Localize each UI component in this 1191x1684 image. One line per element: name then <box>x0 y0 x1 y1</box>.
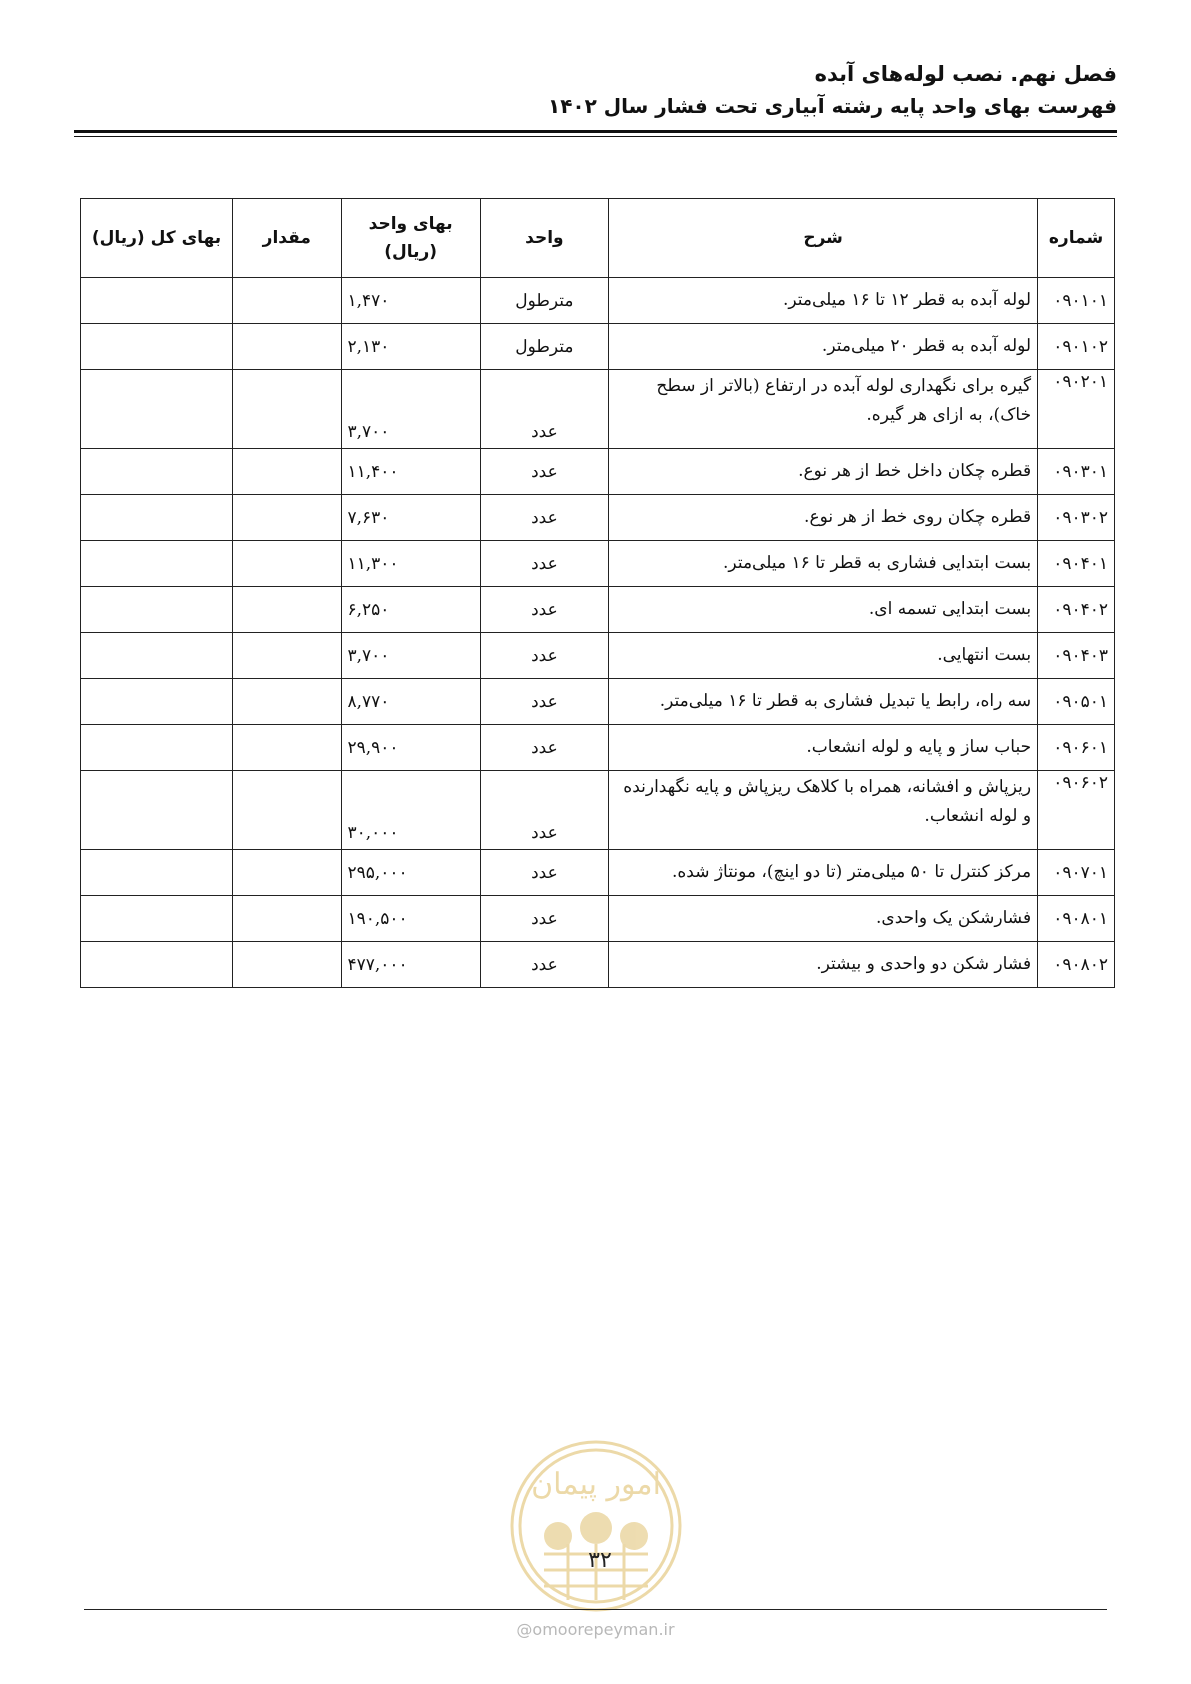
cell-unit: عدد <box>480 495 608 541</box>
cell-unit-price: ۱۱,۴۰۰ <box>341 449 480 495</box>
unit-price-header-line2: (ریال) <box>384 242 438 262</box>
table-row <box>81 771 1115 850</box>
cell-unit-price: ۲۹۵,۰۰۰ <box>341 850 480 896</box>
cell-quantity <box>233 942 341 988</box>
cell-code: ۰۹۰۲۰۱ <box>1038 370 1115 449</box>
table-header-row <box>81 199 1115 278</box>
cell-unit: عدد <box>480 896 608 942</box>
cell-unit: عدد <box>480 725 608 771</box>
cell-code: ۰۹۰۶۰۱ <box>1038 725 1115 771</box>
cell-quantity <box>233 587 341 633</box>
cell-quantity <box>233 771 341 850</box>
cell-description: بست انتهایی. <box>609 633 1038 679</box>
column-header-description: شرح <box>609 199 1038 278</box>
cell-total <box>81 942 233 988</box>
footer-website: @omoorepeyman.ir <box>516 1620 675 1639</box>
cell-total <box>81 679 233 725</box>
cell-total <box>81 896 233 942</box>
cell-quantity <box>233 850 341 896</box>
cell-code: ۰۹۰۴۰۱ <box>1038 541 1115 587</box>
cell-description: حباب ساز و پایه و لوله انشعاب. <box>609 725 1038 771</box>
cell-total <box>81 370 233 449</box>
cell-description: لوله آبده به قطر ۱۲ تا ۱۶ میلی‌متر. <box>609 278 1038 324</box>
table-row <box>81 370 1115 449</box>
cell-unit: عدد <box>480 850 608 896</box>
cell-unit-price: ۲,۱۳۰ <box>341 324 480 370</box>
cell-unit-price: ۸,۷۷۰ <box>341 679 480 725</box>
cell-unit-price: ۶,۲۵۰ <box>341 587 480 633</box>
cell-description: فشار شکن دو واحدی و بیشتر. <box>609 942 1038 988</box>
cell-unit-price: ۷,۶۳۰ <box>341 495 480 541</box>
cell-unit-price: ۳,۷۰۰ <box>341 633 480 679</box>
chapter-title: فصل نهم. نصب لوله‌های آبده <box>814 62 1117 86</box>
table-row <box>81 942 1115 988</box>
cell-unit-price: ۲۹,۹۰۰ <box>341 725 480 771</box>
table-row <box>81 587 1115 633</box>
column-header-total-price: بهای کل (ریال) <box>81 199 233 278</box>
cell-quantity <box>233 679 341 725</box>
column-header-unit: واحد <box>480 199 608 278</box>
cell-total <box>81 725 233 771</box>
table-row <box>81 541 1115 587</box>
cell-quantity <box>233 633 341 679</box>
cell-total <box>81 278 233 324</box>
cell-code: ۰۹۰۳۰۱ <box>1038 449 1115 495</box>
cell-total <box>81 771 233 850</box>
page-number: ۳۲ <box>588 1548 612 1573</box>
cell-unit: عدد <box>480 942 608 988</box>
cell-description: سه راه، رابط یا تبدیل فشاری به قطر تا ۱۶ میلی‌متر. <box>609 679 1038 725</box>
cell-total <box>81 449 233 495</box>
cell-code: ۰۹۰۸۰۱ <box>1038 896 1115 942</box>
cell-code: ۰۹۰۱۰۱ <box>1038 278 1115 324</box>
table-row <box>81 679 1115 725</box>
column-header-unit-price <box>341 199 480 278</box>
cell-unit: مترطول <box>480 324 608 370</box>
cell-quantity <box>233 495 341 541</box>
cell-unit-price: ۳۰,۰۰۰ <box>341 771 480 850</box>
cell-total <box>81 633 233 679</box>
cell-unit: عدد <box>480 633 608 679</box>
cell-description: فشارشکن یک واحدی. <box>609 896 1038 942</box>
unit-price-header-line1: بهای واحد <box>368 214 453 234</box>
cell-code: ۰۹۰۳۰۲ <box>1038 495 1115 541</box>
cell-unit: عدد <box>480 370 608 449</box>
cell-code: ۰۹۰۶۰۲ <box>1038 771 1115 850</box>
cell-description: گیره برای نگهداری لوله آبده در ارتفاع (بالاتر از سطح خاک)، به ازای هر گیره. <box>609 370 1038 449</box>
table-row <box>81 633 1115 679</box>
table-row <box>81 850 1115 896</box>
cell-unit: عدد <box>480 449 608 495</box>
cell-description: ریزپاش و افشانه، همراه با کلاهک ریزپاش و پایه نگهدارنده و لوله انشعاب. <box>609 771 1038 850</box>
table-row <box>81 278 1115 324</box>
cell-quantity <box>233 725 341 771</box>
cell-unit-price: ۳,۷۰۰ <box>341 370 480 449</box>
cell-code: ۰۹۰۱۰۲ <box>1038 324 1115 370</box>
table-row <box>81 725 1115 771</box>
cell-total <box>81 541 233 587</box>
cell-description: لوله آبده به قطر ۲۰ میلی‌متر. <box>609 324 1038 370</box>
column-header-code: شماره <box>1038 199 1115 278</box>
cell-quantity <box>233 896 341 942</box>
price-list-table <box>80 198 1115 988</box>
cell-code: ۰۹۰۴۰۲ <box>1038 587 1115 633</box>
cell-code: ۰۹۰۷۰۱ <box>1038 850 1115 896</box>
document-subtitle: فهرست بهای واحد پایه رشته آبیاری تحت فشار سال ۱۴۰۲ <box>548 94 1117 118</box>
page-header <box>548 58 1117 122</box>
cell-description: بست ابتدایی تسمه ای. <box>609 587 1038 633</box>
cell-unit-price: ۴۷۷,۰۰۰ <box>341 942 480 988</box>
cell-code: ۰۹۰۴۰۳ <box>1038 633 1115 679</box>
cell-unit: عدد <box>480 771 608 850</box>
table-row <box>81 324 1115 370</box>
watermark-seal-logo <box>506 1436 686 1616</box>
cell-description: قطره چکان روی خط از هر نوع. <box>609 495 1038 541</box>
cell-quantity <box>233 278 341 324</box>
cell-description: بست ابتدایی فشاری به قطر تا ۱۶ میلی‌متر. <box>609 541 1038 587</box>
cell-total <box>81 495 233 541</box>
cell-unit: عدد <box>480 679 608 725</box>
cell-code: ۰۹۰۵۰۱ <box>1038 679 1115 725</box>
table-row <box>81 495 1115 541</box>
header-rule-thick <box>74 130 1117 133</box>
cell-unit: مترطول <box>480 278 608 324</box>
cell-total <box>81 324 233 370</box>
cell-quantity <box>233 541 341 587</box>
cell-code: ۰۹۰۸۰۲ <box>1038 942 1115 988</box>
header-rule-thin <box>74 136 1117 137</box>
cell-unit-price: ۱۹۰,۵۰۰ <box>341 896 480 942</box>
cell-unit: عدد <box>480 541 608 587</box>
seal-lettering: امور پیمان <box>531 1467 661 1502</box>
cell-total <box>81 587 233 633</box>
footer-rule <box>84 1609 1107 1610</box>
cell-description: قطره چکان داخل خط از هر نوع. <box>609 449 1038 495</box>
cell-unit: عدد <box>480 587 608 633</box>
column-header-quantity: مقدار <box>233 199 341 278</box>
cell-quantity <box>233 370 341 449</box>
cell-total <box>81 850 233 896</box>
cell-unit-price: ۱۱,۳۰۰ <box>341 541 480 587</box>
cell-description: مرکز کنترل تا ۵۰ میلی‌متر (تا دو اینچ)، مونتاژ شده. <box>609 850 1038 896</box>
cell-unit-price: ۱,۴۷۰ <box>341 278 480 324</box>
table-row <box>81 449 1115 495</box>
table-row <box>81 896 1115 942</box>
cell-quantity <box>233 324 341 370</box>
cell-quantity <box>233 449 341 495</box>
